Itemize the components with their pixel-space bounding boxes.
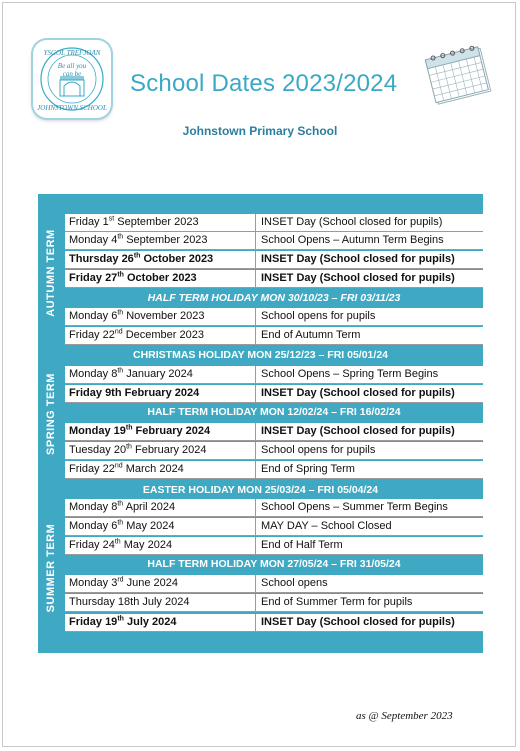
date-text: Monday 6 [69,310,118,322]
table-row [65,308,483,326]
event-cell: INSET Day (School closed for pupils) [261,616,455,628]
date-cell [69,385,255,402]
logo-side-text: JOHNSTOWN SCHOOL [37,104,107,112]
date-text: Monday 19 [69,425,126,437]
date-ordinal: th [117,233,124,241]
event-cell: School Opens – Summer Term Begins [261,501,448,513]
date-cell [69,232,255,249]
school-logo [33,40,111,118]
date-text: Monday 8 [69,368,118,380]
column-divider [255,499,256,516]
date-rest: October 2023 [140,253,214,265]
date-cell [69,518,255,535]
date-rest: November 2023 [123,310,205,322]
event-cell: INSET Day (School closed for pupils) [261,425,455,437]
date-ordinal: th [117,519,124,527]
date-cell [69,214,255,231]
column-divider [255,614,256,631]
spring-term-label: SPRING TERM [45,373,57,455]
date-rest: July 2024 [123,616,177,628]
date-ordinal: th [117,367,124,375]
event-cell: End of Spring Term [261,463,355,475]
date-text: Monday 8 [69,501,118,513]
date-ordinal: th [117,500,124,508]
date-text: Monday 4 [69,234,118,246]
date-ordinal: th [114,538,121,546]
date-cell [69,614,255,631]
event-cell: INSET Day (School closed for pupils) [261,272,455,284]
date-text: Monday 3 [69,577,118,589]
date-rest: May 2024 [120,539,173,551]
event-cell: End of Autumn Term [261,329,361,341]
page-title: School Dates 2023/2024 [130,70,398,97]
date-ordinal: nd [114,328,123,336]
column-divider [255,575,256,592]
calendar-icon [420,40,500,110]
table-row [65,327,483,345]
date-cell [69,575,255,592]
date-rest: October 2023 [123,272,197,284]
date-cell [69,537,255,554]
logo-arc-text: YSGOL TREFJOAN [43,49,101,57]
event-cell: INSET Day (School closed for pupils) [261,253,455,265]
date-rest: April 2024 [123,501,176,513]
date-cell [69,442,255,459]
date-ordinal: rd [117,576,124,584]
date-rest: September 2023 [114,216,199,228]
summer-term-label: SUMMER TERM [45,523,57,613]
autumn-term-label: AUTUMN TERM [45,229,57,317]
date-text: Friday 1 [69,216,109,228]
holiday-banner: HALF TERM HOLIDAY MON 12/02/24 – FRI 16/02/24 [65,404,483,421]
date-ordinal: th [126,443,132,451]
table-row [65,461,483,479]
column-divider [255,232,256,249]
event-cell: School opens [261,577,328,589]
logo-motto: Be all you can be [57,62,87,78]
date-text: Monday 6 [69,520,118,532]
date-text: Friday 27 [69,272,118,284]
event-cell: School opens for pupils [261,444,376,456]
date-cell [69,327,255,344]
date-cell [69,423,255,440]
column-divider [255,270,256,287]
date-cell [69,308,255,325]
column-divider [255,385,256,402]
event-cell: School Opens – Autumn Term Begins [261,234,444,246]
date-text: Friday 24 [69,539,115,551]
column-divider [255,423,256,440]
column-divider [255,366,256,383]
date-cell [69,594,255,611]
column-divider [255,214,256,231]
date-ordinal: th [117,309,124,317]
table-row [65,423,483,441]
column-divider [255,518,256,535]
holiday-banner: HALF TERM HOLIDAY MON 30/10/23 – FRI 03/11/23 [65,290,483,307]
school-name: Johnstown Primary School [182,124,338,138]
date-cell [69,366,255,383]
date-text: Tuesday 20 [69,444,127,456]
column-divider [255,308,256,325]
table-row [65,232,483,250]
column-divider [255,251,256,268]
date-ordinal: th [133,252,141,260]
event-cell: INSET Day (School closed for pupils) [261,216,443,228]
date-ordinal: th [117,615,124,623]
holiday-banner: HALF TERM HOLIDAY MON 27/05/24 – FRI 31/05/24 [65,556,483,573]
date-text: Friday 22 [69,329,115,341]
date-text: Friday 19 [69,616,118,628]
column-divider [255,461,256,478]
event-cell: School opens for pupils [261,310,376,322]
column-divider [255,594,256,611]
table-row [65,518,483,536]
date-ordinal: nd [114,462,123,470]
event-cell: End of Summer Term for pupils [261,596,413,608]
date-rest: May 2024 [123,520,175,532]
holiday-banner: EASTER HOLIDAY MON 25/03/24 – FRI 05/04/24 [38,482,483,499]
date-cell [69,270,255,287]
date-cell [69,461,255,478]
date-rest: March 2024 [122,463,184,475]
table-row [65,385,483,403]
event-cell: End of Half Term [261,539,343,551]
column-divider [255,327,256,344]
date-rest: February 2024 [131,444,207,456]
as-at-date: as @ September 2023 [356,710,453,722]
date-text: Friday 9th February 2024 [69,387,200,399]
table-row [65,366,483,384]
date-text: Thursday 18th July 2024 [69,596,190,608]
event-cell: School Opens – Spring Term Begins [261,368,439,380]
date-rest: February 2024 [132,425,211,437]
date-rest: September 2023 [123,234,208,246]
table-row [65,537,483,555]
table-row [65,270,483,288]
holiday-banner: CHRISTMAS HOLIDAY MON 25/12/23 – FRI 05/01/24 [38,347,483,364]
date-ordinal: st [108,215,115,223]
table-row [65,499,483,517]
date-cell [69,251,255,268]
table-row [65,251,483,269]
date-rest: June 2024 [123,577,178,589]
column-divider [255,537,256,554]
date-text: Thursday 26 [69,253,134,265]
date-rest: January 2024 [123,368,193,380]
event-cell: MAY DAY – School Closed [261,520,392,532]
table-row [65,442,483,460]
date-ordinal: th [125,424,133,432]
table-row [65,214,483,232]
event-cell: INSET Day (School closed for pupils) [261,387,455,399]
date-rest: December 2023 [122,329,204,341]
date-ordinal: th [117,271,124,279]
column-divider [255,442,256,459]
date-cell [69,499,255,516]
table-row [65,575,483,593]
table-row [65,614,483,632]
date-text: Friday 22 [69,463,115,475]
table-row [65,594,483,612]
